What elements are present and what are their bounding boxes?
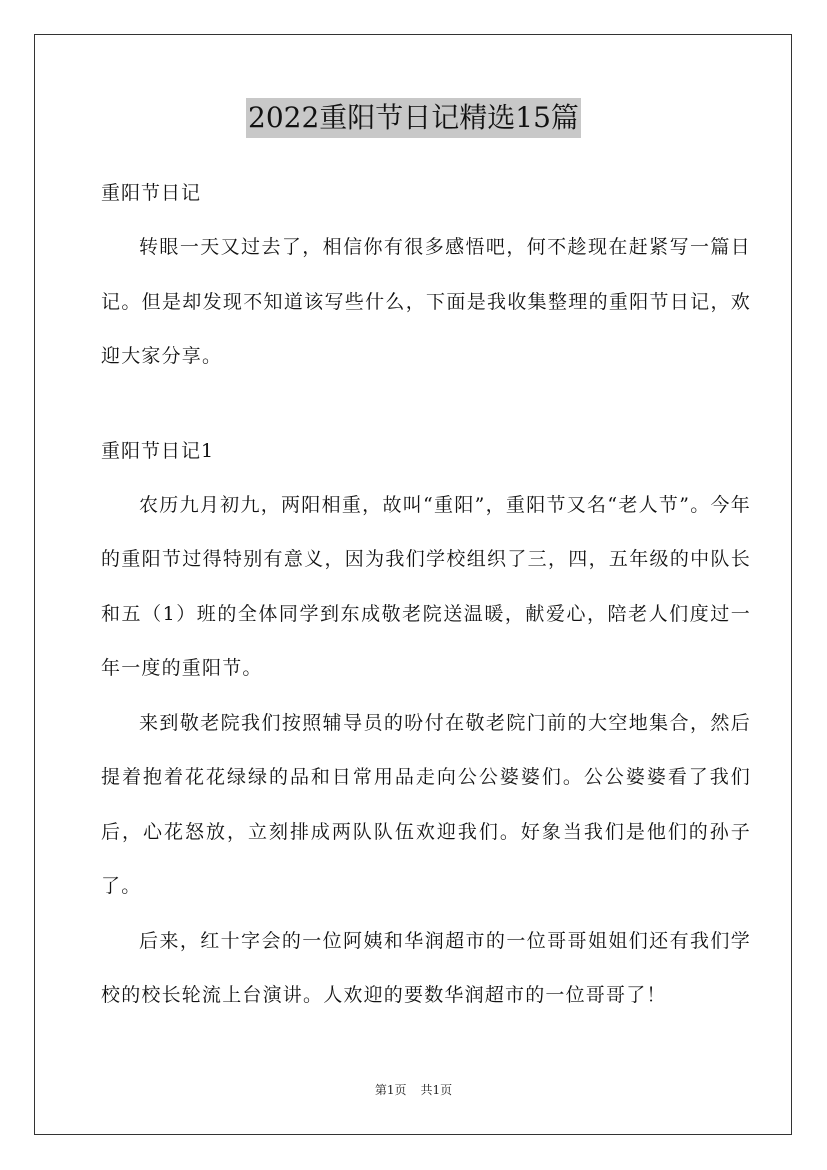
intro-paragraph: 转眼一天又过去了，相信你有很多感悟吧，何不趁现在赶紧写一篇日记。但是却发现不知道该写些什么，下面是我收集整理的重阳节日记，欢迎大家分享。 — [101, 236, 751, 367]
page-number-current: 第1页 — [374, 1083, 407, 1097]
body-paragraph-3: 后来，红十字会的一位阿姨和华润超市的一位哥哥姐姐们还有我们学校的校长轮流上台演讲。人欢迎的要数华润超市的一位哥哥了！ — [101, 929, 751, 1006]
title-container — [0, 98, 827, 138]
document-body — [101, 166, 751, 1023]
page-footer — [0, 1080, 827, 1100]
page-number-total: 共1页 — [420, 1083, 453, 1097]
intro-heading: 重阳节日记 — [101, 182, 202, 204]
document-title: 2022重阳节日记精选15篇 — [246, 98, 581, 138]
section-heading: 重阳节日记1 — [101, 439, 215, 462]
body-paragraph-1: 农历九月初九，两阳相重，故叫“重阳”，重阳节又名“老人节”。今年的重阳节过得特别有意义，因为我们学校组织了三，四，五年级的中队长和五（1）班的全体同学到东成敬老院送温暖，献爱心，陪老人们度过一年一度的重阳节。 — [101, 493, 751, 679]
body-paragraph-2: 来到敬老院我们按照辅导员的吩付在敬老院门前的大空地集合，然后提着抱着花花绿绿的品和日常用品走向公公婆婆们。公公婆婆看了我们后，心花怒放，立刻排成两队队伍欢迎我们。好象当我们是他们的孙子了。 — [101, 711, 751, 897]
section-spacer — [101, 384, 751, 424]
